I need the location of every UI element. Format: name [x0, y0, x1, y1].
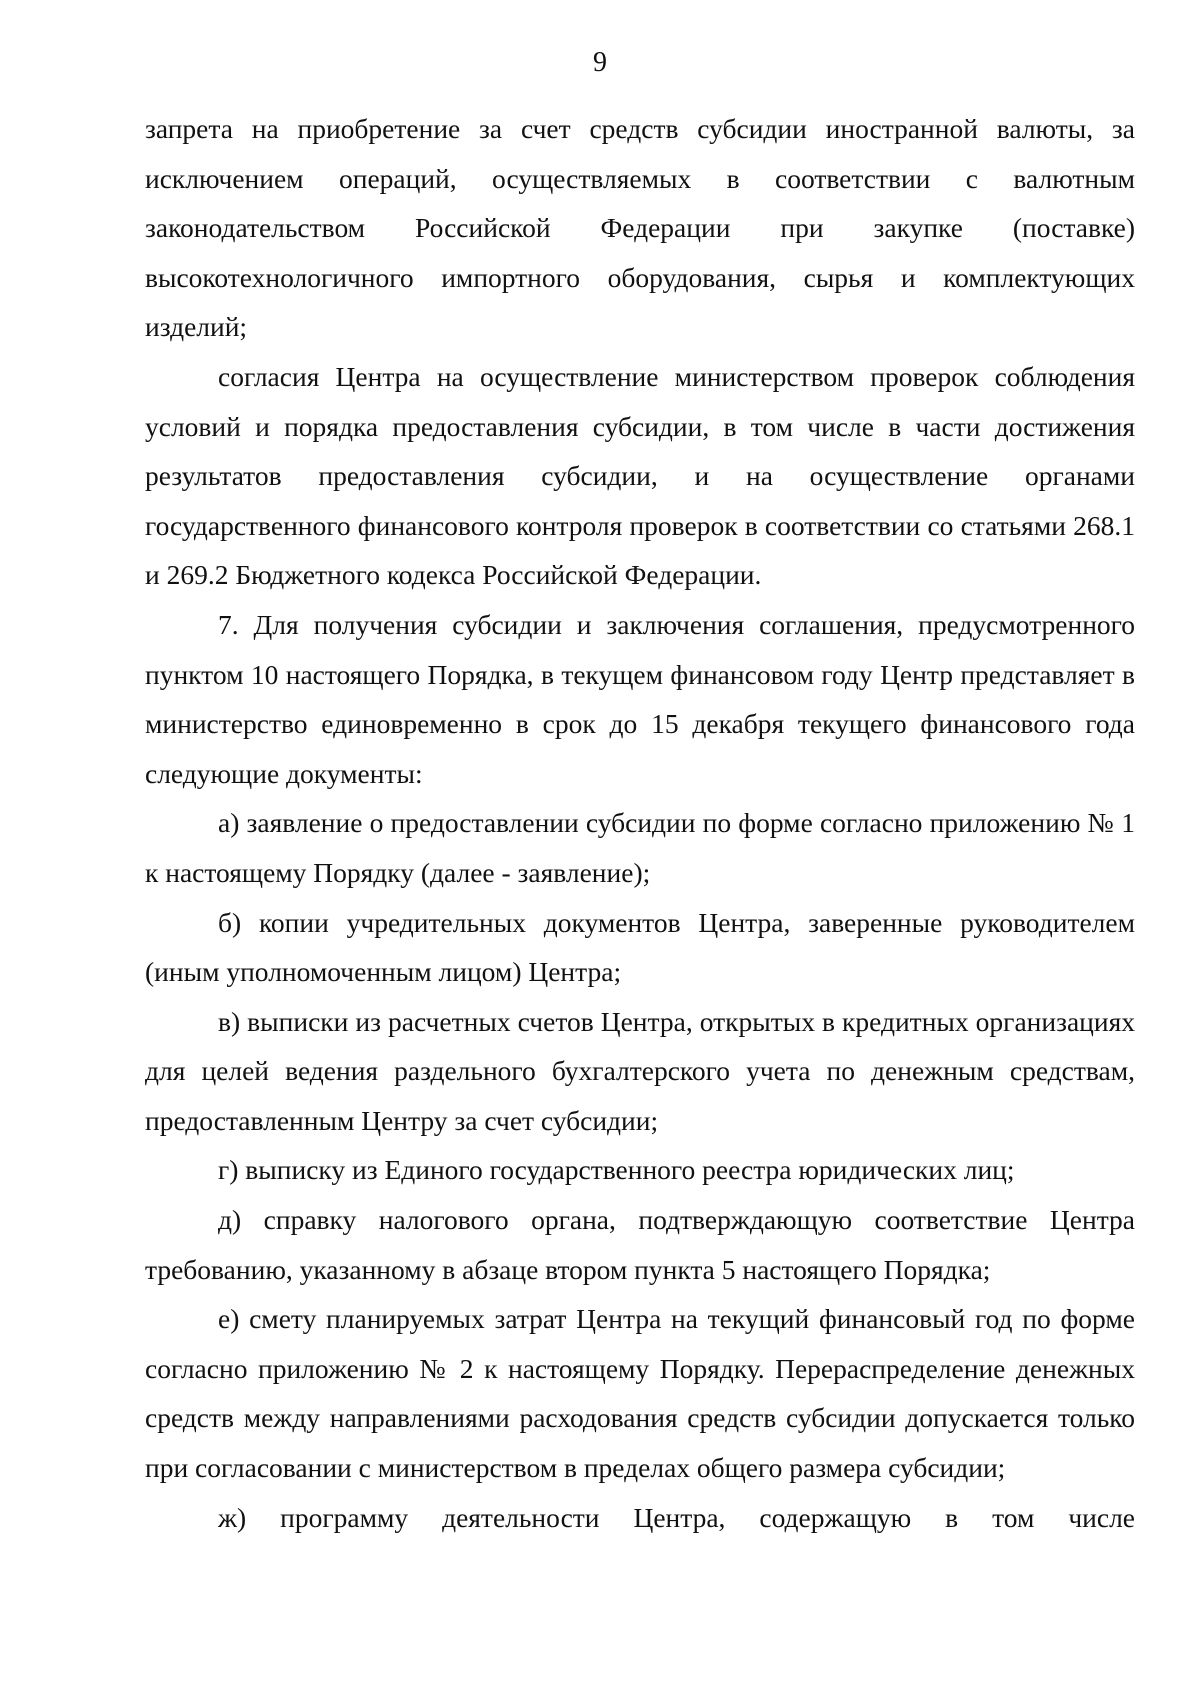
- paragraph-item-a: а) заявление о предоставлении субсидии по форме согласно приложению № 1 к настоящему Порядку (далее - заявление);: [145, 807, 1135, 888]
- page-number: 9: [593, 47, 607, 78]
- paragraph-item-b: б) копии учредительных документов Центра, заверенные руководителем (иным уполномоченным лицом) Центра;: [145, 906, 1135, 988]
- paragraph-item-zh: ж) программу деятельности Центра, содержащую в том числе: [218, 1501, 1135, 1533]
- paragraph-inspection-consent: согласия Центра на осуществление министерством проверок соблюдения условий и порядка предоставления субсидии, в том числе в части достижения результатов предоставления субсидии, и на осуществление органами государственного финансового контроля проверок в соответствии со статьями 268.1 и 269.2 Бюджетного кодекса Российской Федерации.: [145, 360, 1135, 591]
- paragraph-item-e: е) смету планируемых затрат Центра на текущий финансовый год по форме согласно приложению № 2 к настоящему Порядку. Перераспределение денежных средств между направлениями расходования средств субсидии допускается только при согласовании с министерством в пределах общего размера субсидии;: [145, 1303, 1135, 1484]
- paragraph-item-g: г) выписку из Единого государственного реестра юридических лиц;: [218, 1154, 1015, 1186]
- paragraph-item-d: д) справку налогового органа, подтверждающую соответствие Центра требованию, указанному в абзаце втором пункта 5 настоящего Порядка;: [145, 1204, 1135, 1285]
- paragraph-item-v: в) выписки из расчетных счетов Центра, открытых в кредитных организациях для целей ведения раздельного бухгалтерского учета по денежным средствам, предоставленным Центру за счет субсидии;: [145, 1005, 1135, 1136]
- paragraph-7-documents: 7. Для получения субсидии и заключения соглашения, предусмотренного пунктом 10 настоящего Порядка, в текущем финансовом году Центр представляет в министерство единовременно в срок до 15 декабря текущего финансового года следующие документы:: [145, 608, 1135, 789]
- document-body: [145, 104, 1135, 1542]
- paragraph-currency-ban: запрета на приобретение за счет средств субсидии иностранной валюты, за исключением операций, осуществляемых в соответствии с валютным законодательством Российской Федерации при закупке (поставке) высокотехнологичного импортного оборудования, сырья и комплектующих изделий;: [145, 113, 1135, 343]
